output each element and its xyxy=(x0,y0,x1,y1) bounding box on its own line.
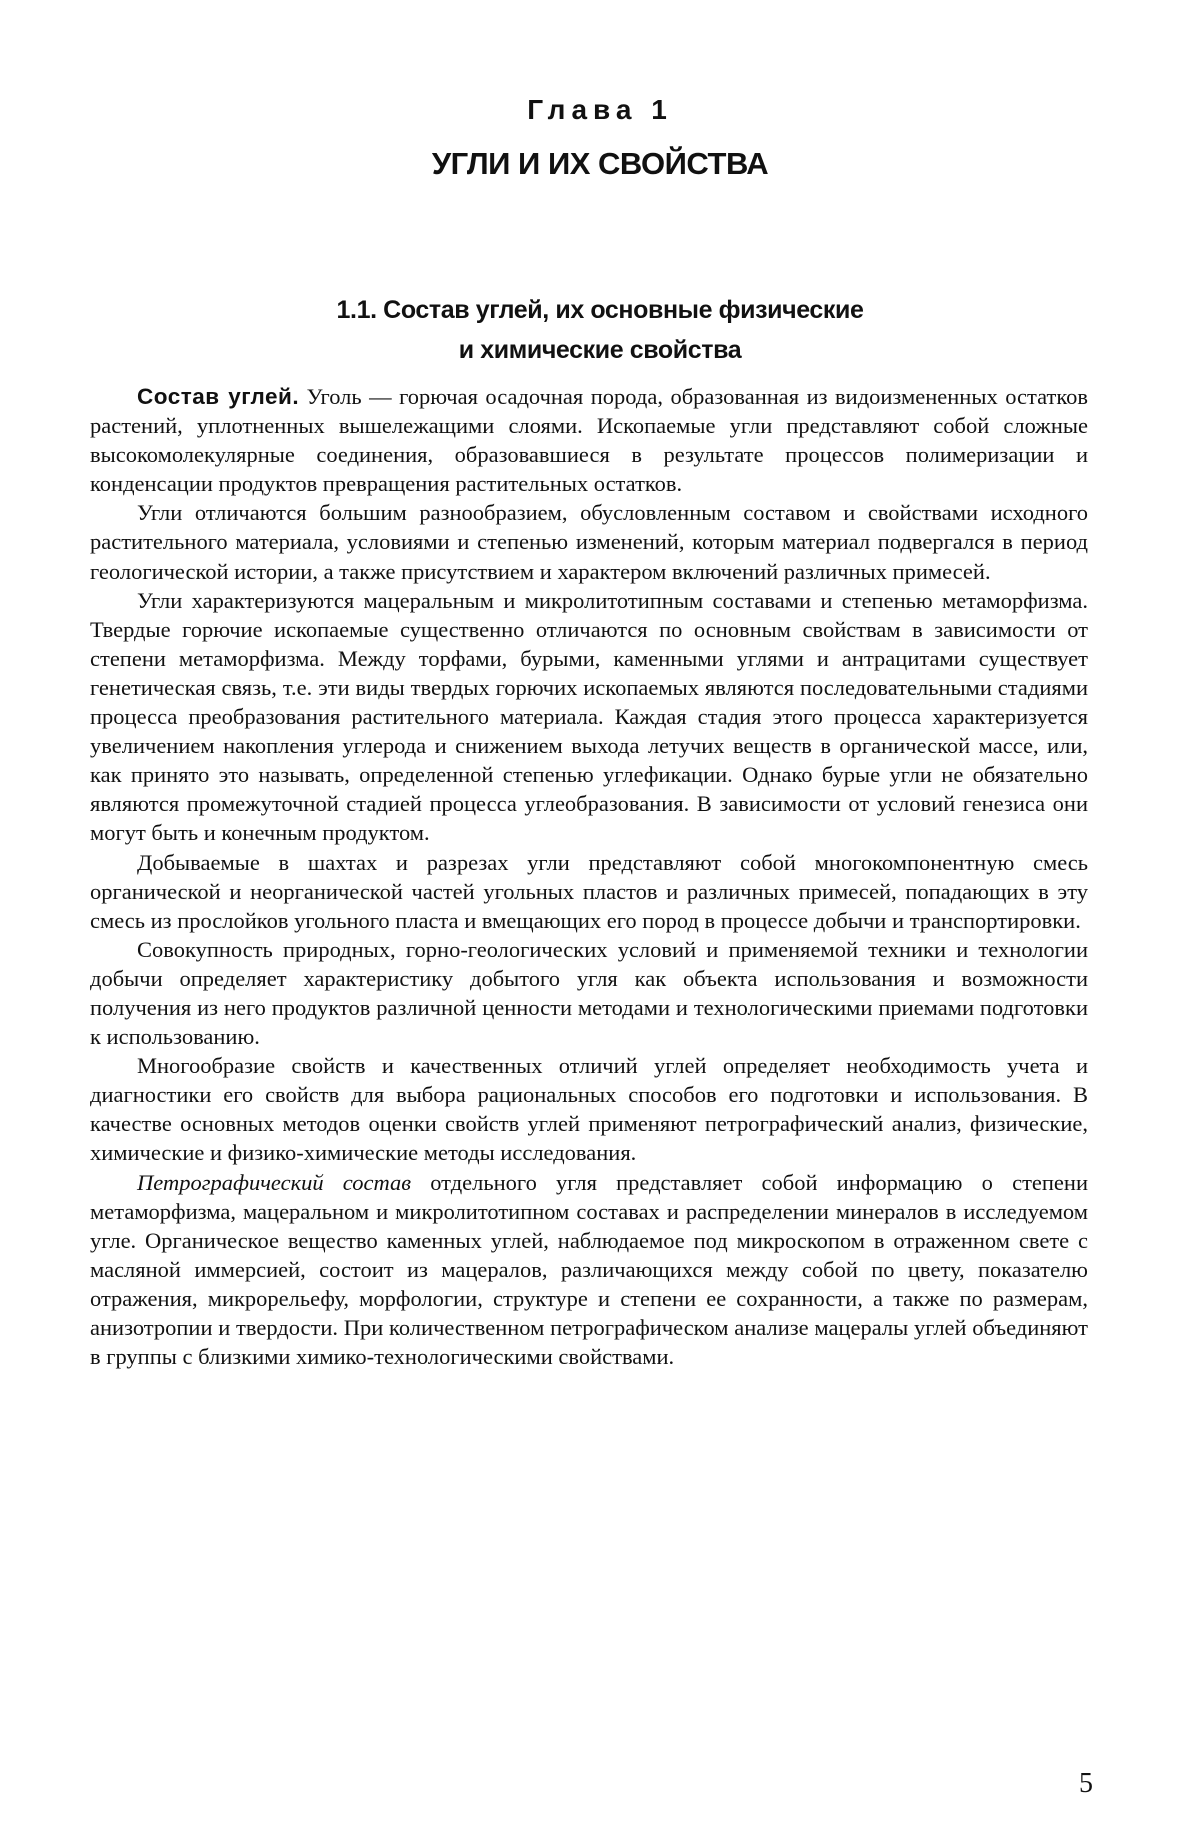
paragraph: Угли отличаются большим разнообразием, обусловленным составом и свойствами исходного растительного материала, условиями и степенью изменений, которым материал подвергался в период геологической истории, а также присутствием и характером включений различных примесей. xyxy=(90,500,1088,584)
page-number: 5 xyxy=(1079,1768,1093,1799)
section-title-line-2: и химические свойства xyxy=(458,336,742,364)
paragraph xyxy=(90,1168,1088,1372)
paragraph: Многообразие свойств и качественных отличий углей определяет необходимость учета и диагностики его свойств для выбора рациональных способов его подготовки и использования. В качестве основных методов оценки свойств углей применяют петрографический анализ, физические, химические и физико-химические методы исследования. xyxy=(90,1053,1088,1166)
section-title xyxy=(0,290,1200,370)
paragraph xyxy=(90,382,1088,498)
chapter-label: Глава 1 xyxy=(527,94,673,125)
paragraph: Угли характеризуются мацеральным и микролитотипным составами и степенью метаморфизма. Твердые горючие ископаемые существенно отличаются по основным свойствам в зависимости от степени метаморфизма. Между торфами, бурыми, каменными углями и антрацитами существует генетическая связь, т.е. эти виды твердых горючих ископаемых являются последовательными стадиями процесса преобразования растительного материала. Каждая стадия этого процесса характеризуется увеличением накопления углерода и снижением выхода летучих веществ в органической массе, или, как принято это называть, определенной степенью углефикации. Однако бурые угли не обязательно являются промежуточной стадией процесса углеобразования. В зависимости от условий генезиса они могут быть и конечным продуктом. xyxy=(90,587,1088,846)
paragraph: Добываемые в шахтах и разрезах угли представляют собой многокомпонентную смесь органической и неорганической частей угольных пластов и различных примесей, попадающих в эту смесь из прослойков угольного пласта и вмещающих его пород в процессе добычи и транспортировки. xyxy=(90,849,1088,933)
section-title-line-1: 1.1. Состав углей, их основные физические xyxy=(336,296,864,324)
paragraph: Совокупность природных, горно-геологических условий и применяемой техники и технологии добычи определяет характеристику добытого угля как объекта использования и возможности получения из него продуктов различной ценности методами и технологическими приемами подготовки к использованию. xyxy=(90,936,1088,1050)
italic-term: Петрографический состав xyxy=(137,1169,412,1195)
chapter-title: УГЛИ И ИХ СВОЙСТВА xyxy=(431,146,769,181)
paragraph-text: Уголь — горючая осадочная порода, образованная из видоизмененных остатков растений, уплотненных вышележащими слоями. Ископаемые угли представляют собой сложные высокомолекулярные соединения, образовавшиеся в результате процессов полимеризации и конденсации продуктов превращения растительных остатков. xyxy=(90,384,1088,497)
paragraph-text: отдельного угля представляет собой информацию о степени метаморфизма, мацеральном и микролитотипном составах и распределении минералов в исследуемом угле. Органическое вещество каменных углей, наблюдаемое под микроскопом в отраженном свете с масляной иммерсией, состоит из мацералов, различающихся между собой по цвету, показателю отражения, микрорельефу, морфологии, структуре и степени ее сохранности, а также по размерам, анизотропии и твердости. При количественном петрографическом анализе мацералы углей объединяют в группы с близкими химико-технологическими свойствами. xyxy=(90,1169,1088,1370)
body-text xyxy=(90,382,1088,1371)
run-in-heading: Состав углей. xyxy=(137,384,300,409)
